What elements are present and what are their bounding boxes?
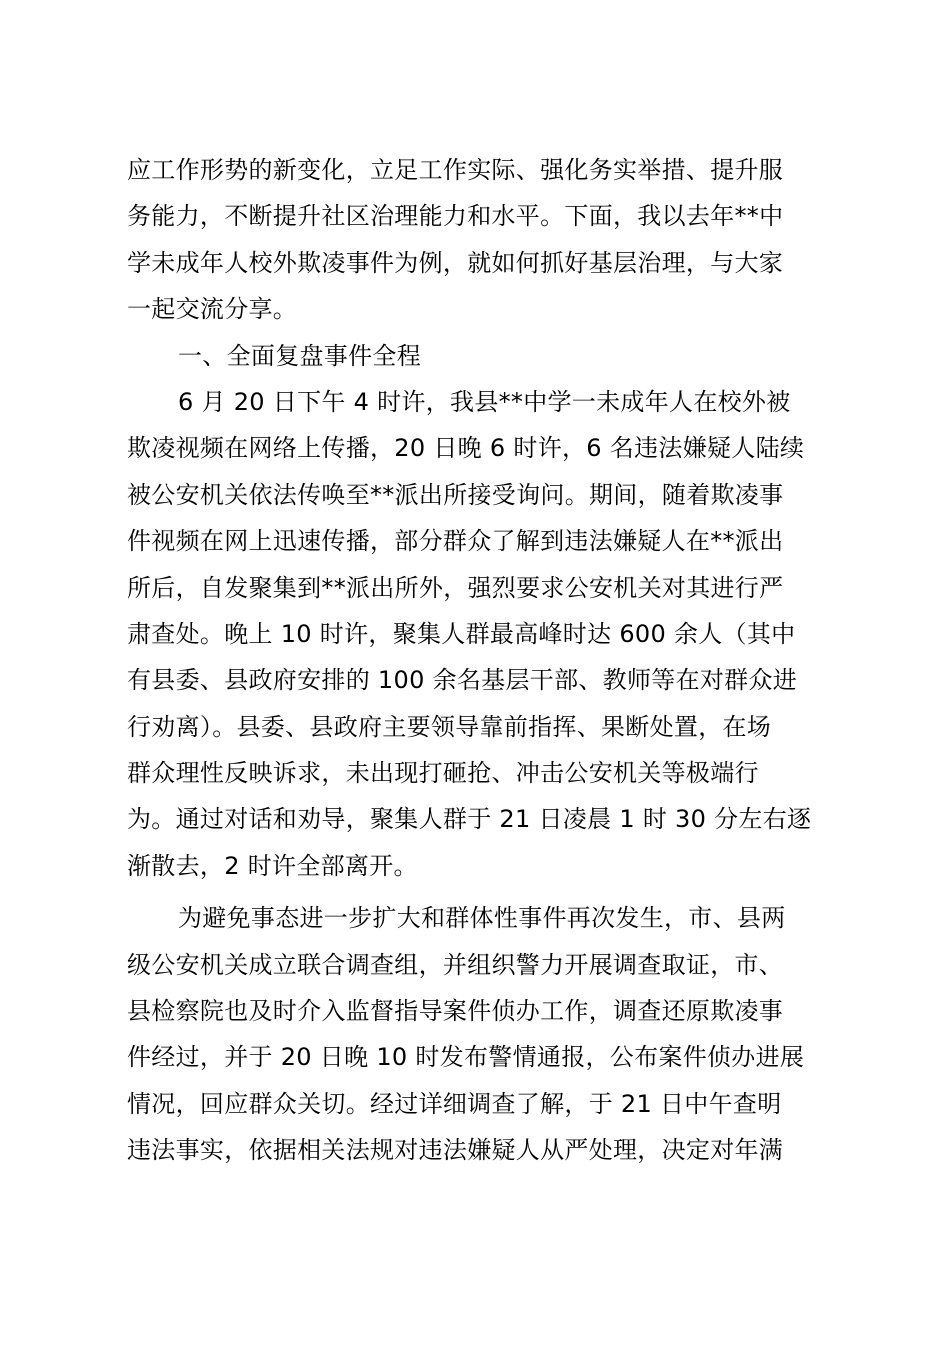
paragraph-line: 欺凌视频在网络上传播，20 日晚 6 时许，6 名违法嫌疑人陆续 [127, 434, 805, 463]
paragraph-line: 一起交流分享。 [127, 295, 298, 324]
paragraph-line: 为。通过对话和劝导，聚集人群于 21 日凌晨 1 时 30 分左右逐 [127, 805, 812, 834]
paragraph-line: 违法事实，依据相关法规对违法嫌疑人从严处理，决定对年满 [127, 1136, 784, 1165]
paragraph-line: 渐散去，2 时许全部离开。 [127, 851, 418, 880]
paragraph-line: 件视频在网上迅速传播，部分群众了解到违法嫌疑人在**派出 [127, 527, 784, 556]
paragraph-line: 肃查处。晚上 10 时许，聚集人群最高峰时达 600 余人（其中 [127, 619, 796, 648]
paragraph-line: 学未成年人校外欺凌事件为例，就如何抓好基层治理，与大家 [127, 248, 784, 277]
paragraph-line: 行劝离）。县委、县政府主要领导靠前指挥、果断处置，在场 [127, 712, 772, 741]
paragraph-line: 所后，自发聚集到**派出所外，强烈要求公安机关对其进行严 [127, 573, 784, 602]
paragraph-line: 情况，回应群众关切。经过详细调查了解，于 21 日中午查明 [127, 1089, 782, 1118]
section-heading: 一、全面复盘事件全程 [178, 341, 421, 370]
paragraph-line: 应工作形势的新变化，立足工作实际、强化务实举措、提升服 [127, 156, 784, 184]
document-body [127, 147, 832, 1174]
paragraph-line: 6 月 20 日下午 4 时许，我县**中学一未成年人在校外被 [178, 387, 791, 416]
paragraph-line: 为避免事态进一步扩大和群体性事件再次发生，市、县两 [178, 904, 786, 933]
paragraph-line: 有县委、县政府安排的 100 余名基层干部、教师等在对群众进 [127, 666, 798, 695]
paragraph-line: 件经过，并于 20 日晚 10 时发布警情通报，公布案件侦办进展 [127, 1043, 805, 1072]
paragraph-line: 级公安机关成立联合调查组，并组织警力开展调查取证，市、 [127, 950, 784, 979]
paragraph-line: 被公安机关依法传唤至**派出所接受询问。期间，随着欺凌事 [127, 480, 784, 509]
paragraph-line: 务能力，不断提升社区治理能力和水平。下面，我以去年**中 [127, 202, 784, 231]
paragraph-line: 县检察院也及时介入监督指导案件侦办工作，调查还原欺凌事 [127, 997, 784, 1026]
paragraph-line: 群众理性反映诉求，未出现打砸抢、冲击公安机关等极端行 [127, 759, 759, 788]
